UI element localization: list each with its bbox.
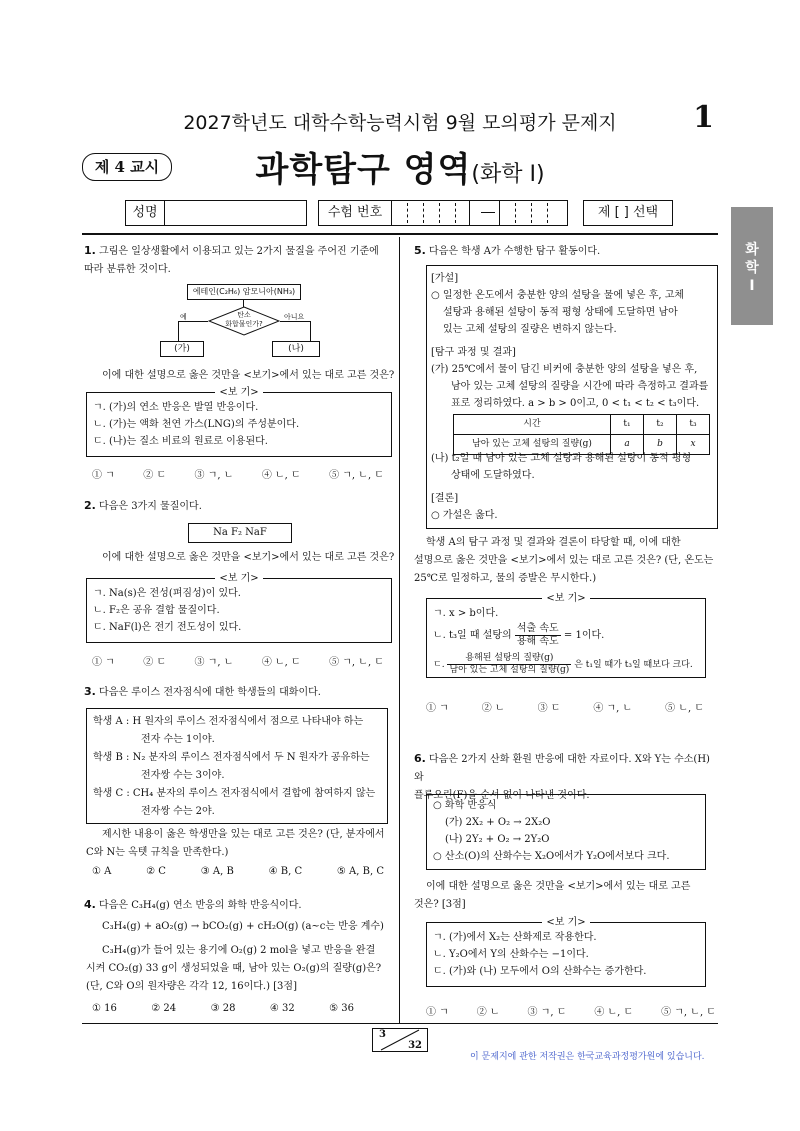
elective-suffix: 선택 xyxy=(633,205,659,220)
side-tab-char: I xyxy=(749,278,755,294)
prompt-line: 이에 대한 설명으로 옳은 것만을 <보기>에서 있는 대로 고른 xyxy=(426,881,691,892)
choice-3[interactable]: ③ ㄱ, ㄴ xyxy=(194,657,234,668)
body-line: 시켜 CO₂(g) 33 g이 생성되었을 때, 남아 있는 O₂(g)의 질량(g)은? xyxy=(86,963,382,974)
page-total: 32 xyxy=(408,1040,422,1051)
student-a xyxy=(93,713,383,749)
choice-1[interactable]: ① A xyxy=(92,866,112,877)
q1-flowchart xyxy=(160,284,320,360)
student-line: 전자 수는 1이야. xyxy=(141,734,215,745)
q2-bogi xyxy=(86,573,392,643)
body-line: (단, C와 O의 원자량은 각각 12, 16이다.) [3점] xyxy=(86,981,297,992)
choice-1[interactable]: ① ㄱ xyxy=(92,470,115,481)
bogi-item: ㄱ. (가)에서 X₂는 산화제로 작용한다. xyxy=(433,932,597,943)
q5-choices xyxy=(426,699,704,714)
reaction-line: (가) 2X₂ + O₂ → 2X₂O xyxy=(445,817,551,828)
bogi-title: <보 기> xyxy=(215,573,262,584)
session-badge: 제 4 교시 xyxy=(82,153,172,181)
student-line: 전자쌍 수는 2야. xyxy=(141,806,215,817)
bogi-title: <보 기> xyxy=(215,387,262,398)
choice-3[interactable]: ③ ㄱ, ㄴ xyxy=(194,470,234,481)
fraction xyxy=(447,653,571,676)
bogi-item xyxy=(433,623,604,648)
q4-choices xyxy=(92,1003,354,1014)
q1-prompt: 이에 대한 설명으로 옳은 것만을 <보기>에서 있는 대로 고른 것은? xyxy=(102,370,395,381)
fraction-denominator: 용해 속도 xyxy=(516,636,559,647)
flow-diamond-line: 화합물인가? xyxy=(225,320,263,328)
subject-side-tab xyxy=(731,207,773,325)
student-label: 학생 A : xyxy=(93,716,130,727)
body-line: C₃H₄(g)가 들어 있는 용기에 O₂(g) 2 mol을 넣고 반응을 완결 xyxy=(102,945,376,956)
bogi-item: ㄱ. Na(s)은 전성(펴짐성)이 있다. xyxy=(93,588,241,599)
elective-prefix: 제 xyxy=(597,205,611,220)
proc-line: 상태에 도달하였다. xyxy=(451,470,535,481)
choice-2[interactable]: ② ㄴ xyxy=(476,1007,500,1018)
question-text: 다음은 C₃H₄(g) 연소 반응의 화학 반응식이다. xyxy=(99,900,302,911)
name-box[interactable] xyxy=(125,200,307,226)
choice-3[interactable]: ③ A, B xyxy=(200,866,234,877)
elective-box[interactable] xyxy=(583,200,673,226)
question-text: 다음은 3가지 물질이다. xyxy=(99,501,202,512)
copyright-notice: 이 문제지에 관한 저작권은 한국교육과정평가원에 있습니다. xyxy=(470,1052,705,1062)
q3-choices xyxy=(92,866,384,877)
bogi-item: ㄷ. (나)는 질소 비료의 원료로 이용된다. xyxy=(93,436,268,447)
exam-number-label: 수험 번호 xyxy=(319,201,392,225)
bogi-text: ㄴ. t₃일 때 설탕의 xyxy=(433,630,512,641)
student-c xyxy=(93,785,383,821)
reaction-line: ○ 산소(O)의 산화수는 X₂O에서가 Y₂O에서보다 크다. xyxy=(433,851,670,862)
procedure-label: [탐구 과정 및 결과] xyxy=(431,347,516,358)
procedure-ga xyxy=(431,361,713,412)
hyp-line: ○ 일정한 온도에서 충분한 양의 설탕을 물에 넣은 후, 고체 xyxy=(431,290,685,301)
choice-2[interactable]: ② 24 xyxy=(151,1003,177,1014)
table-header: t₃ xyxy=(677,415,710,435)
question-3 xyxy=(84,683,388,702)
side-tab-char: 학 xyxy=(745,260,759,276)
q4-equation: C₃H₄(g) + aO₂(g) → bCO₂(g) + cH₂O(g) (a~c는 반응 계수) xyxy=(102,921,384,932)
choice-4[interactable]: ④ 32 xyxy=(269,1003,295,1014)
choice-2[interactable]: ② ㄷ xyxy=(143,470,167,481)
question-text: 다음은 루이스 전자점식에 대한 학생들의 대화이다. xyxy=(99,687,321,698)
choice-5[interactable]: ⑤ ㄱ, ㄴ, ㄷ xyxy=(329,657,384,668)
choice-1[interactable]: ① ㄱ xyxy=(426,703,449,714)
subject-main: 과학탐구 영역 xyxy=(255,150,472,190)
flow-result-ga: (가) xyxy=(160,341,204,357)
page-number: 1 xyxy=(693,100,714,135)
choice-3[interactable]: ③ 28 xyxy=(210,1003,236,1014)
question-5 xyxy=(414,242,718,261)
name-label: 성명 xyxy=(126,201,165,225)
bogi-item: ㄷ. NaF(l)은 전기 전도성이 있다. xyxy=(93,622,242,633)
bogi-text: ㄷ. xyxy=(433,660,445,670)
fraction-numerator: 석출 속도 xyxy=(516,623,559,634)
table-header: t₂ xyxy=(644,415,677,435)
reaction-line: ○ 화학 반응식 xyxy=(433,800,497,811)
flow-diamond-line: 탄소 xyxy=(237,311,251,319)
conclusion: ○ 가설은 옳다. xyxy=(431,510,498,521)
question-4 xyxy=(84,896,388,915)
subject-sub: (화학 I) xyxy=(471,162,545,187)
bogi-title: <보 기> xyxy=(542,917,589,928)
question-text: 그림은 일상생활에서 이용되고 있는 2가지 물질을 주어진 기준에 따라 분류한 것이다. xyxy=(84,246,379,275)
bogi-item xyxy=(433,653,693,676)
flow-no: 아니요 xyxy=(284,313,305,321)
choice-5[interactable]: ⑤ ㄱ, ㄴ, ㄷ xyxy=(661,1007,716,1018)
choice-3[interactable]: ③ ㄷ xyxy=(537,703,561,714)
question-number: 6. xyxy=(414,752,426,765)
hyphen-mark xyxy=(481,212,495,213)
bogi-item: ㄴ. F₂은 공유 결합 물질이다. xyxy=(93,605,220,616)
question-number: 4. xyxy=(84,898,96,911)
choice-2[interactable]: ② ㄷ xyxy=(143,657,167,668)
q5-activity xyxy=(426,265,718,529)
student-line: N₂ 분자의 루이스 전자점식에서 두 N 원자가 공유하는 xyxy=(132,752,370,763)
choice-5[interactable]: ⑤ A, B, C xyxy=(336,866,384,877)
choice-4[interactable]: ④ ㄴ, ㄷ xyxy=(261,470,301,481)
header-rule xyxy=(82,233,718,235)
q4-body xyxy=(86,942,390,996)
choice-1[interactable]: ① ㄱ xyxy=(92,657,115,668)
table-header: t₁ xyxy=(611,415,644,435)
q1-bogi xyxy=(86,387,392,457)
question-number: 3. xyxy=(84,685,96,698)
hyp-line: 있는 고체 설탕의 질량은 변하지 않는다. xyxy=(443,324,617,335)
q3-dialogue xyxy=(86,708,388,824)
bogi-item: ㄷ. (가)와 (나) 모두에서 O의 산화수는 증가한다. xyxy=(433,966,647,977)
q1-choices xyxy=(92,466,384,481)
student-label: 학생 B : xyxy=(93,752,130,763)
side-tab-char: 화 xyxy=(745,242,759,258)
prompt-line: 설명으로 옳은 것만을 <보기>에서 있는 대로 고른 것은? (단, 온도는 xyxy=(414,555,714,566)
q2-prompt: 이에 대한 설명으로 옳은 것만을 <보기>에서 있는 대로 고른 것은? xyxy=(102,552,395,563)
q5-table xyxy=(453,414,710,455)
footer-rule xyxy=(82,1023,718,1024)
question-text: 다음은 2가지 산화 환원 반응에 대한 자료이다. X와 Y는 수소(H)와 xyxy=(414,754,710,783)
proc-line: 남아 있는 고체 설탕의 질량을 시간에 따라 측정하고 결과를 xyxy=(451,381,709,392)
column-divider xyxy=(399,237,400,1023)
choice-3[interactable]: ③ ㄱ, ㄷ xyxy=(527,1007,567,1018)
choice-4[interactable]: ④ ㄱ, ㄴ xyxy=(593,703,633,714)
prompt-line: 것은? [3점] xyxy=(414,899,466,910)
choice-1[interactable]: ① 16 xyxy=(92,1003,117,1014)
exam-number-box[interactable] xyxy=(318,200,568,226)
flow-substances: 에테인(C₂H₆) 암모니아(NH₃) xyxy=(187,284,301,300)
student-line: CH₄ 분자의 루이스 전자점식에서 결합에 참여하지 않는 xyxy=(132,788,376,799)
flow-yes: 예 xyxy=(180,313,187,321)
choice-4[interactable]: ④ B, C xyxy=(268,866,303,877)
table-cell: b xyxy=(644,435,677,455)
procedure-na xyxy=(431,450,713,484)
proc-line: (가) 25℃에서 물이 담긴 비커에 충분한 양의 설탕을 넣은 후, xyxy=(431,364,698,375)
bogi-text: 은 t₁일 때가 t₃일 때보다 크다. xyxy=(574,660,693,670)
question-number: 1. xyxy=(84,244,96,257)
prompt-line: C와 N는 옥텟 규칙을 만족한다.) xyxy=(86,847,229,858)
page-current: 3 xyxy=(379,1029,386,1040)
prompt-line: 25℃로 일정하고, 물의 증발은 무시한다.) xyxy=(414,573,597,584)
question-2 xyxy=(84,497,388,516)
student-label: 학생 C : xyxy=(93,788,130,799)
table-header: 시간 xyxy=(454,415,611,435)
fraction-numerator: 용해된 설탕의 질량(g) xyxy=(447,653,571,665)
student-b xyxy=(93,749,383,785)
question-text: 다음은 학생 A가 수행한 탐구 활동이다. xyxy=(429,246,601,257)
hypothesis xyxy=(431,287,713,338)
choice-2[interactable]: ② C xyxy=(146,866,166,877)
conclusion-label: [결론] xyxy=(431,493,459,504)
fraction xyxy=(515,623,561,648)
question-number: 5. xyxy=(414,244,426,257)
reaction-line: (나) 2Y₂ + O₂ → 2Y₂O xyxy=(445,834,550,845)
flow-diamond xyxy=(208,311,280,329)
exam-title: 2027학년도 대학수학능력시험 9월 모의평가 문제지 xyxy=(183,112,617,134)
choice-4[interactable]: ④ ㄴ, ㄷ xyxy=(594,1007,634,1018)
elective-bracket: [ ] xyxy=(614,205,629,220)
flow-result-na: (나) xyxy=(272,341,320,357)
question-1 xyxy=(84,242,388,279)
proc-line: 표로 정리하였다. a > b > 0이고, 0 < t₁ < t₂ < t₃이다. xyxy=(451,398,700,409)
choice-1[interactable]: ① ㄱ xyxy=(426,1007,449,1018)
proc-line: (나) t₂일 때 남아 있는 고체 설탕과 용해된 설탕이 동적 평형 xyxy=(431,453,692,464)
table-cell: 남아 있는 고체 설탕의 질량(g) xyxy=(454,435,611,455)
hyp-line: 설탕과 용해된 설탕이 동적 평형 상태에 도달하면 남아 xyxy=(443,307,678,318)
q6-choices xyxy=(426,1003,716,1018)
prompt-line: 학생 A의 탐구 과정 및 결과와 결론이 타당할 때, 이에 대한 xyxy=(426,537,681,548)
question-number: 2. xyxy=(84,499,96,512)
choice-5[interactable]: ⑤ ㄱ, ㄴ, ㄷ xyxy=(329,470,384,481)
bogi-title: <보 기> xyxy=(542,593,589,604)
q3-prompt xyxy=(86,826,390,862)
q6-prompt xyxy=(414,878,718,914)
subject-title xyxy=(0,142,800,191)
fraction-denominator: 남아 있는 고체 설탕의 질량(g) xyxy=(449,665,570,675)
question-text: 플루오린(F)을 순서 없이 나타낸 것이다. xyxy=(414,790,590,801)
bogi-text: = 1이다. xyxy=(563,630,605,641)
bogi-item: ㄴ. Y₂O에서 Y의 산화수는 −1이다. xyxy=(433,949,589,960)
student-line: H 원자의 루이스 전자점식에서 점으로 나타내야 하는 xyxy=(132,716,364,727)
bogi-item: ㄱ. (가)의 연소 반응은 발열 반응이다. xyxy=(93,402,259,413)
hypothesis-label: [가설] xyxy=(431,273,459,284)
choice-5[interactable]: ⑤ 36 xyxy=(329,1003,354,1014)
table-cell: x xyxy=(677,435,710,455)
choice-4[interactable]: ④ ㄴ, ㄷ xyxy=(261,657,301,668)
q6-reactions xyxy=(426,794,706,870)
prompt-line: 제시한 내용이 옳은 학생만을 있는 대로 고른 것은? (단, 분자에서 xyxy=(102,829,385,840)
table-cell: a xyxy=(611,435,644,455)
bogi-item: ㄴ. (가)는 액화 천연 가스(LNG)의 주성분이다. xyxy=(93,419,300,430)
q2-choices xyxy=(92,653,384,668)
q5-prompt xyxy=(414,534,718,588)
bogi-item: ㄱ. x > b이다. xyxy=(433,608,499,619)
q6-bogi xyxy=(426,917,706,987)
q2-substances: Na F₂ NaF xyxy=(188,523,292,543)
q5-bogi xyxy=(426,593,706,678)
choice-5[interactable]: ⑤ ㄴ, ㄷ xyxy=(665,703,704,714)
choice-2[interactable]: ② ㄴ xyxy=(481,703,505,714)
student-line: 전자쌍 수는 3이야. xyxy=(141,770,225,781)
page-indicator xyxy=(372,1028,428,1052)
